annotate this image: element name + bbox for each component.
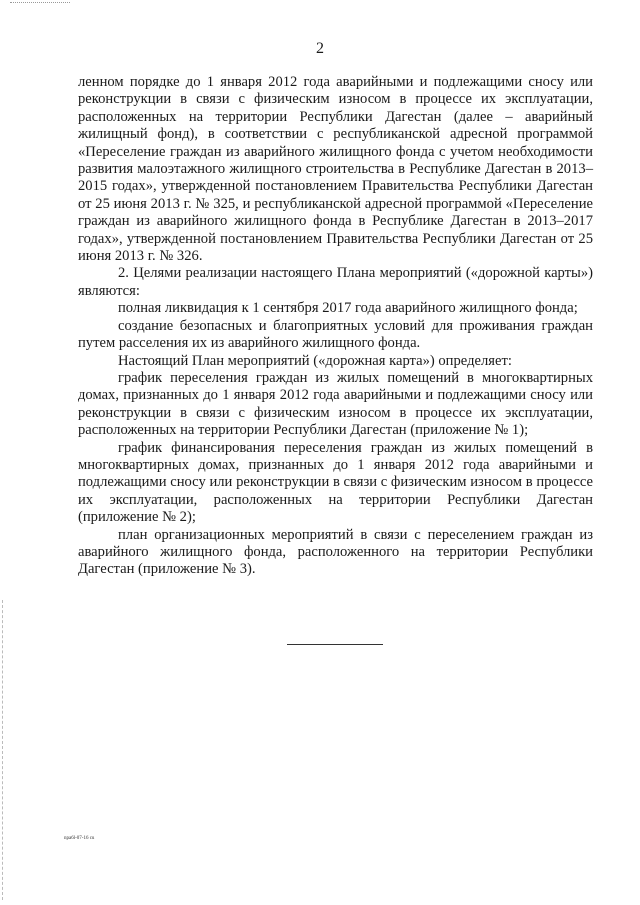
document-body <box>78 74 593 579</box>
paragraph-goals: 2. Целями реализации настоящего Плана мероприятий («дорожной карты») являются: <box>78 265 593 299</box>
closing-rule <box>287 644 383 645</box>
paragraph-appendix-2: график финансирования переселения граждан из жилых помещений в многоквартирных домах, признанных до 1 января 2012 года аварийными и подлежащими сносу или реконструкции в связи с физическим износом в процессе их эксплуатации, расположенных на территории Республики Дагестан (приложение № 2); <box>78 439 593 526</box>
paragraph-appendix-1: график переселения граждан из жилых помещений в многоквартирных домах, признанных до 1 января 2012 года аварийными и подлежащими сносу или реконструкции в связи с физическим износом в процессе их эксплуатации, расположенных на территории Республики Дагестан (приложение № 1); <box>78 369 593 439</box>
paragraph-defines: Настоящий План мероприятий («дорожная карта») определяет: <box>118 352 512 369</box>
paragraph-goal-2: создание безопасных и благоприятных условий для проживания граждан путем расселения их из аварийного жилищного фонда. <box>78 317 593 352</box>
paragraph-appendix-3: план организационных мероприятий в связи с переселением граждан из аварийного жилищного фонда, расположенного на территории Республики Дагестан (приложение № 3). <box>78 526 593 578</box>
footer-code: npa6l-07-16 cu <box>64 836 95 841</box>
scan-artifact-edge <box>2 600 4 900</box>
paragraph-continuation: ленном порядке до 1 января 2012 года аварийными и подлежащими сносу или реконструкции в связи с физическим износом в процессе их эксплуатации, расположенных на территории Республики Дагестан (далее – аварийный жилищный фонд), в соответствии с республиканской адресной программой «Переселение граждан из аварийного жилищного фонда с учетом необходимости развития малоэтажного жилищного строительства в Республике Дагестан в 2013–2015 годах», утвержденной постановлением Правительства Республики Дагестан от 25 июня 2013 г. № 325, и республиканской адресной программой «Переселение граждан из аварийного жилищного фонда в Республике Дагестан в 2013–2017 годах», утвержденной постановлением Правительства Республики Дагестан от 25 июня 2013 г. № 326. <box>78 74 593 265</box>
scan-artifact <box>10 2 70 3</box>
page-number: 2 <box>316 40 324 57</box>
paragraph-goal-1: полная ликвидация к 1 сентября 2017 года аварийного жилищного фонда; <box>118 300 578 317</box>
